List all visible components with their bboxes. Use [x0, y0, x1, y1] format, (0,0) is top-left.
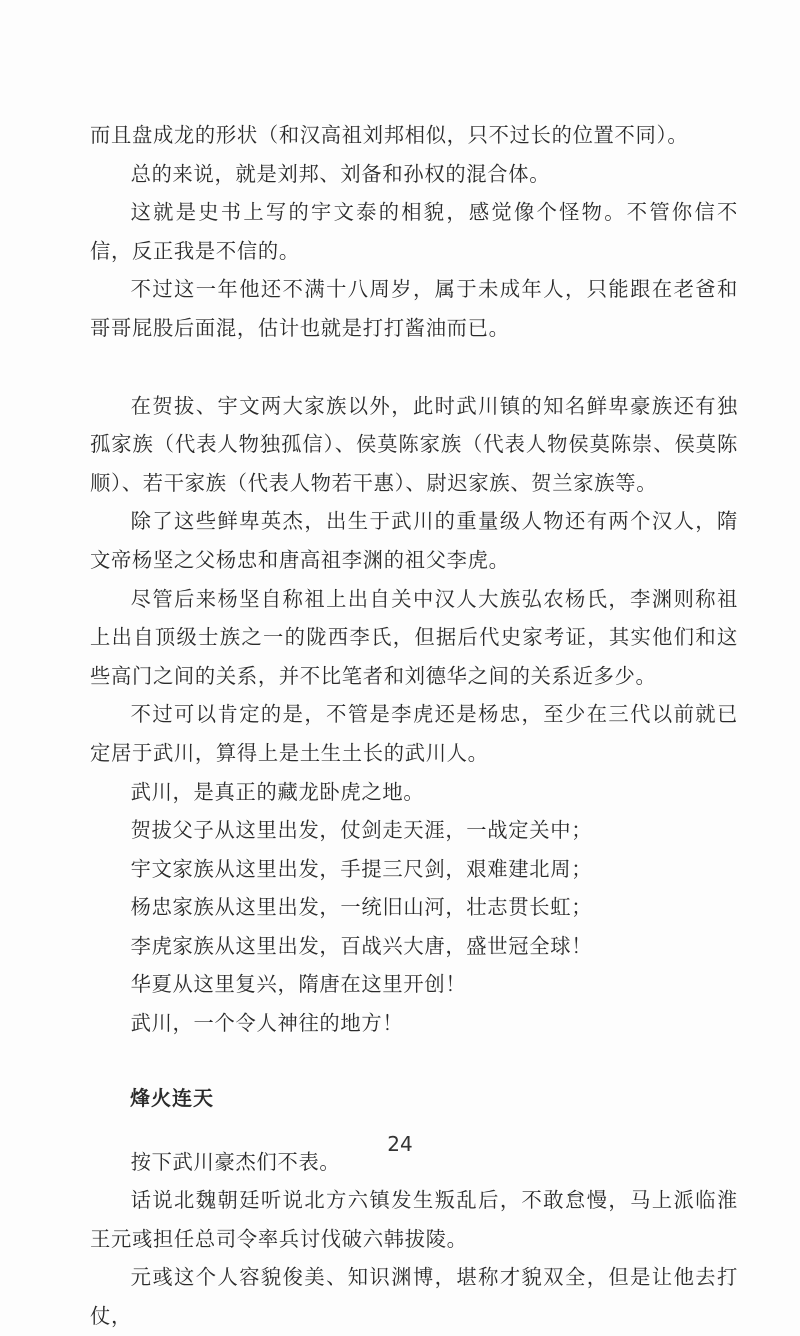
paragraph: 除了这些鲜卑英杰，出生于武川的重量级人物还有两个汉人，隋文帝杨坚之父杨忠和唐高祖李渊的祖父李虎。 [90, 509, 738, 572]
paragraph: 这就是史书上写的宇文泰的相貌，感觉像个怪物。不管你信不信，反正我是不信的。 [90, 200, 738, 263]
paragraph: 杨忠家族从这里出发，一统旧山河，壮志贯长虹； [130, 895, 593, 920]
paragraph: 李虎家族从这里出发，百战兴大唐，盛世冠全球！ [130, 933, 593, 958]
paragraph: 武川，是真正的藏龙卧虎之地。 [130, 779, 425, 804]
paragraph: 武川，一个令人神往的地方！ [130, 1011, 404, 1036]
page-number: 24 [387, 1132, 413, 1156]
paragraph: 不过可以肯定的是，不管是李虎还是杨忠，至少在三代以前就已定居于武川，算得上是土生土长的武川人。 [90, 702, 738, 765]
paragraph: 贺拔父子从这里出发，仗剑走天涯，一战定关中； [130, 818, 593, 843]
paragraph: 话说北魏朝廷听说北方六镇发生叛乱后，不敢怠慢，马上派临淮王元彧担任总司令率兵讨伐破六韩拔陵。 [90, 1188, 738, 1251]
paragraph: 总的来说，就是刘邦、刘备和孙权的混合体。 [130, 161, 551, 186]
paragraph: 华夏从这里复兴，隋唐在这里开创！ [130, 972, 467, 997]
paragraph: 在贺拔、宇文两大家族以外，此时武川镇的知名鲜卑豪族还有独孤家族（代表人物独孤信）、侯莫陈家族（代表人物侯莫陈崇、侯莫陈顺）、若干家族（代表人物若干惠）、尉迟家族、贺兰家族等。 [90, 393, 738, 495]
heading-spacer [90, 1043, 738, 1079]
section-break [90, 348, 738, 387]
paragraph: 宇文家族从这里出发，手提三尺剑，艰难建北周； [130, 856, 593, 881]
paragraph: 不过这一年他还不满十八周岁，属于未成年人，只能跟在老爸和哥哥屁股后面混，估计也就是打打酱油而已。 [90, 277, 738, 340]
paragraph: 按下武川豪杰们不表。 [130, 1149, 341, 1174]
paragraph: 元彧这个人容貌俊美、知识渊博，堪称才貌双全，但是让他去打仗， [90, 1265, 738, 1329]
paragraph: 尽管后来杨坚自称祖上出自关中汉人大族弘农杨氏，李渊则称祖上出自顶级士族之一的陇西李氏，但据后代史家考证，其实他们和这些高门之间的关系，并不比笔者和刘德华之间的关系近多少。 [90, 586, 738, 688]
section-heading: 烽火连天 [130, 1085, 214, 1110]
paragraph: 而且盘成龙的形状（和汉高祖刘邦相似，只不过长的位置不同）。 [90, 123, 689, 147]
